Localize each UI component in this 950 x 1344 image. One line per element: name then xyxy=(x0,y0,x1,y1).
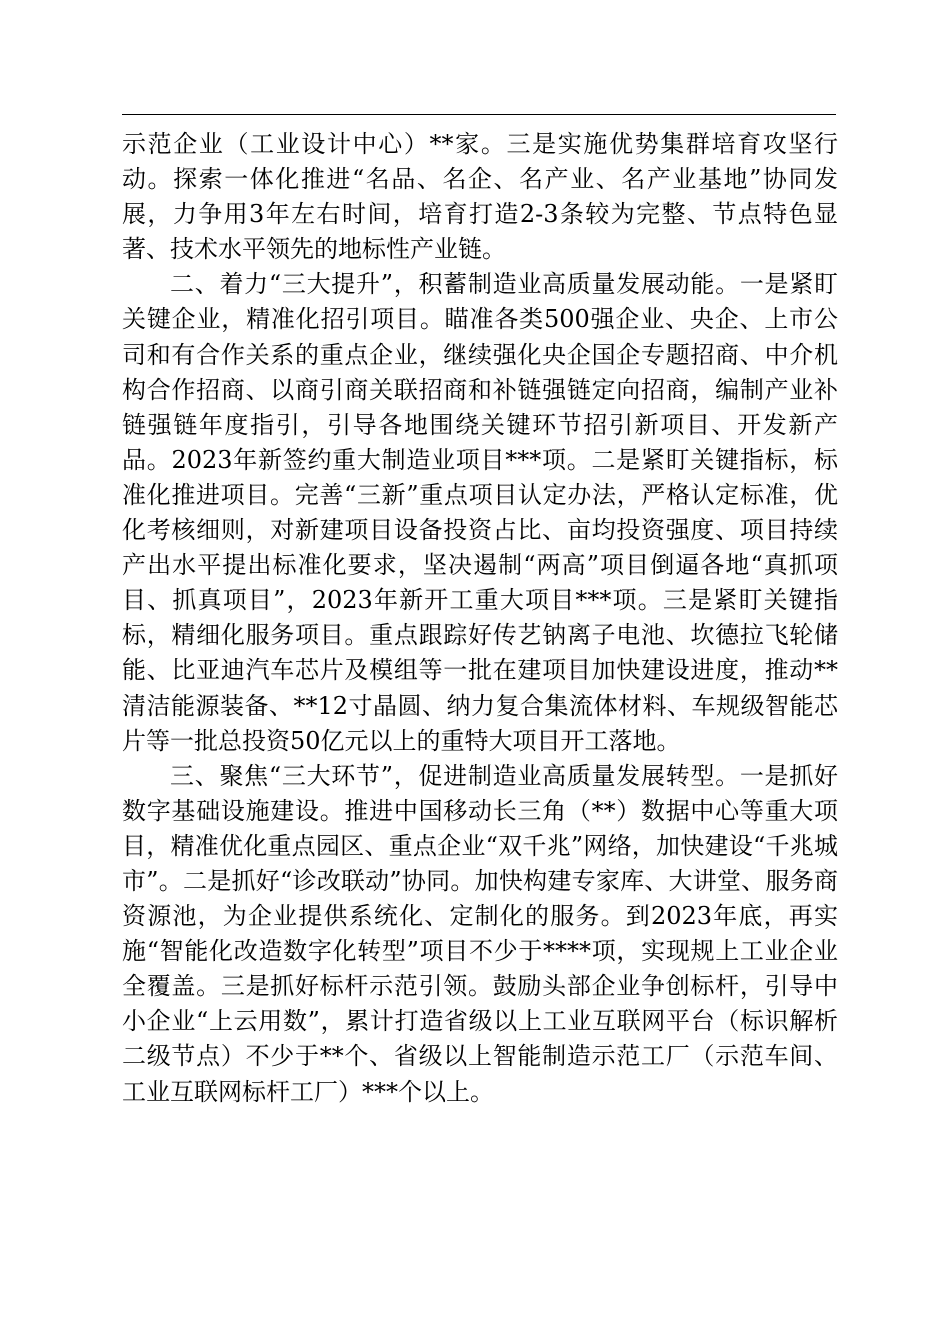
paragraph-section-three: 三、聚焦“三大环节”，促进制造业高质量发展转型。一是抓好数字基础设施建设。推进中国移动长三角（**）数据中心等重大项目，精准优化重点园区、重点企业“双千兆”网络，加快建设“千兆城市”。二是抓好“诊改联动”协同。加快构建专家库、大讲堂、服务商资源池，为企业提供系统化、定制化的服务。到2023年底，再实施“智能化改造数字化转型”项目不少于****项，实现规上工业企业全覆盖。三是抓好标杆示范引领。鼓励头部企业争创标杆，引导中小企业“上云用数”，累计打造省级以上工业互联网平台（标识解析二级节点）不少于**个、省级以上智能制造示范工厂（示范车间、工业互联网标杆工厂）***个以上。 xyxy=(122,761,838,1106)
paragraph-continuation: 示范企业（工业设计中心）**家。三是实施优势集群培育攻坚行动。探索一体化推进“名品、名企、名产业、名产业基地”协同发展，力争用3年左右时间，培育打造2-3条较为完整、节点特色显著、技术水平领先的地标性产业链。 xyxy=(122,130,838,264)
header-rule xyxy=(122,114,836,115)
paragraph-section-two: 二、着力“三大提升”，积蓄制造业高质量发展动能。一是紧盯关键企业，精准化招引项目。瞄准各类500强企业、央企、上市公司和有合作关系的重点企业，继续强化央企国企专题招商、中介机构合作招商、以商引商关联招商和补链强链定向招商，编制产业补链强链年度指引，引导各地围绕关键环节招引新项目、开发新产品。2023年新签约重大制造业项目***项。二是紧盯关键指标，标准化推进项目。完善“三新”重点项目认定办法，严格认定标准，优化考核细则，对新建项目设备投资占比、亩均投资强度、项目持续产出水平提出标准化要求，坚决遏制“两高”项目倒逼各地“真抓项目、抓真项目”，2023年新开工重大项目***项。三是紧盯关键指标，精细化服务项目。重点跟踪好传艺钠离子电池、坎德拉飞轮储能、比亚迪汽车芯片及模组等一批在建项目加快建设进度，推动**清洁能源装备、**12寸晶圆、纳力复合集流体材料、车规级智能芯片等一批总投资50亿元以上的重特大项目开工落地。 xyxy=(122,270,838,755)
document-body xyxy=(122,127,838,1110)
